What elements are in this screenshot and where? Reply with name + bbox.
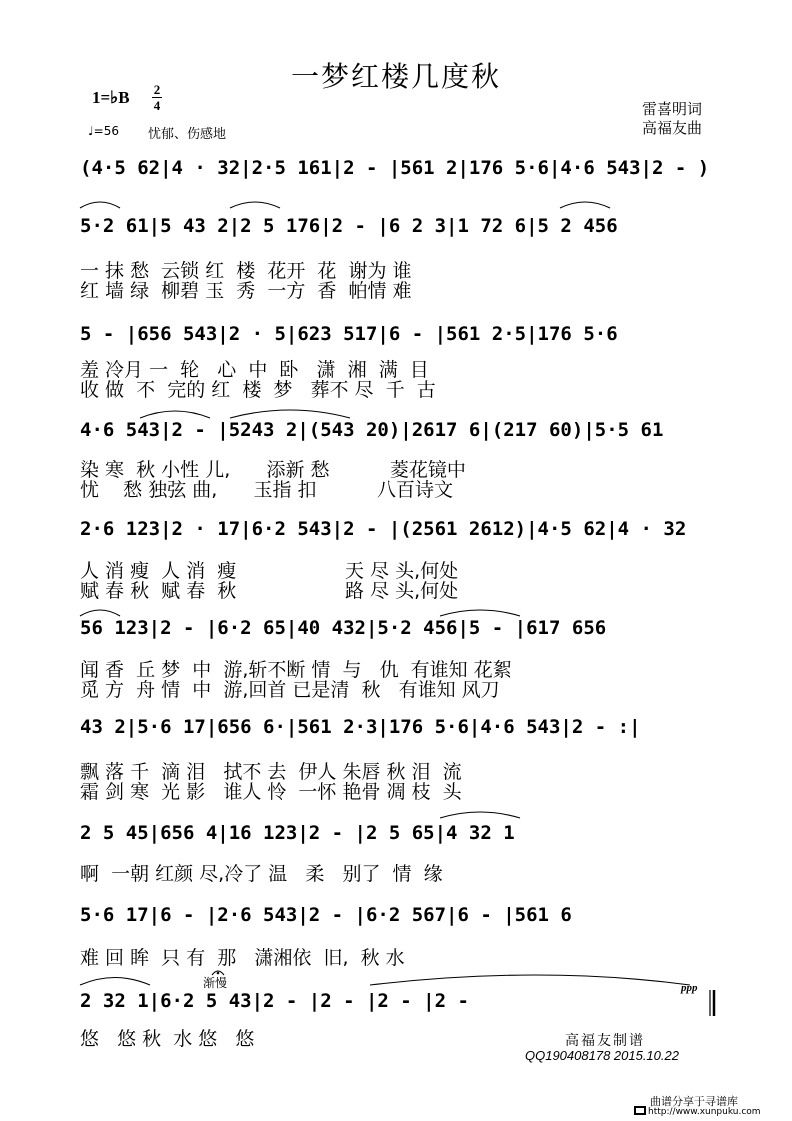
slur: [440, 812, 520, 818]
arranger-credit: 高福友制谱: [565, 1033, 645, 1049]
slur: [440, 610, 520, 616]
slur: [140, 411, 210, 418]
score-row-7: 43 2|5·6 17|656 6·|561 2·3|176 5·6|4·6 543|2 - :|: [80, 716, 641, 738]
lyrics-row-4-verse-1: 染 寒 秋 小性 儿, 添新 愁 菱花镜中: [80, 459, 466, 481]
arranger-info: QQ190408178 2015.10.22: [525, 1048, 679, 1063]
lyrics-row-6-verse-1: 闻 香 丘 梦 中 游,斩不断 情 与 仇 有谁知 花絮: [80, 659, 512, 681]
slur: [560, 202, 610, 208]
score-row-6: 56 123|2 - |6·2 65|40 432|5·2 456|5 - |617 656: [80, 617, 607, 639]
slur: [230, 202, 280, 208]
lyrics-row-10-verse-1: 悠 悠 秋 水 悠 悠: [80, 1028, 255, 1050]
time-signature-top: 2: [153, 82, 161, 97]
watermark-url[interactable]: http://www.xunpuku.com: [648, 1107, 761, 1117]
score-row-4: 4·6 543|2 - |5243 2|(543 20)|2617 6|(217 60)|5·5 61: [80, 419, 664, 441]
tempo-marking: ♩=56: [88, 124, 119, 138]
slur: [80, 202, 120, 208]
lyrics-row-2-verse-1: 一 抹 愁 云锁 红 楼 花开 花 谢为 谁: [80, 260, 412, 282]
composer-credit: 高福友曲: [642, 119, 703, 137]
score-row-3: 5 - |656 543|2 · 5|623 517|6 - |561 2·5|176 5·6: [80, 323, 618, 345]
slur: [80, 610, 120, 616]
slur: [80, 978, 150, 986]
lyrics-row-7-verse-2: 霜 剑 寒 光 影 谁人 怜 一怀 艳骨 凋 枝 头: [80, 781, 462, 803]
key-signature: 1=♭B: [92, 88, 130, 107]
score-row-2: 5·2 61|5 43 2|2 5 176|2 - |6 2 3|1 72 6|5 2 456: [80, 215, 618, 237]
slur: [230, 410, 350, 418]
lyrics-row-3-verse-2: 收 做 不 完的 红 楼 梦 葬不 尽 千 古: [80, 379, 436, 401]
lyrics-row-6-verse-2: 觅 方 舟 情 中 游,回首 已是清 秋 有谁知 风刀: [80, 679, 500, 701]
score-row-8: 2 5 45|656 4|16 123|2 - |2 5 65|4 32 1: [80, 822, 515, 844]
watermark-logo-icon: [634, 1106, 646, 1115]
watermark-text: 曲谱分享于寻谱库: [650, 1095, 738, 1108]
lyricist-credit: 雷喜明词: [642, 100, 703, 118]
lyrics-row-5-verse-2: 赋 春 秋 赋 春 秋 路 尽 头,何处: [80, 580, 459, 602]
score-row-1: (4·5 62|4 · 32|2·5 161|2 - |561 2|176 5·6|4·6 543|2 - ): [80, 157, 710, 179]
lyrics-row-3-verse-1: 羞 冷月 一 轮 心 中 卧 潇 湘 满 目: [80, 359, 429, 381]
page-title: 一梦红楼几度秋: [290, 60, 501, 93]
lyrics-row-5-verse-1: 人 消 瘦 人 消 瘦 天 尽 头,何处: [80, 560, 459, 582]
score-row-5: 2·6 123|2 · 17|6·2 543|2 - |(2561 2612)|4·5 62|4 · 32: [80, 518, 687, 540]
score-row-9: 5·6 17|6 - |2·6 543|2 - |6·2 567|6 - |561 6: [80, 904, 572, 926]
slur: [370, 975, 690, 985]
lyrics-row-7-verse-1: 飘 落 千 滴 泪 拭不 去 伊人 朱唇 秋 泪 流: [80, 761, 462, 783]
score-row-10: 2 32 1|6·2 5 43|2 - |2 - |2 - |2 -: [80, 990, 481, 1012]
fermata-dot: [217, 972, 220, 975]
ritardando-marking: 渐慢: [203, 976, 228, 990]
lyrics-row-4-verse-2: 忧 愁 独弦 曲, 玉指 扣 八百诗文: [80, 479, 453, 501]
mood-marking: 忧郁、伤感地: [148, 127, 227, 142]
lyrics-row-9-verse-1: 难 回 眸 只 有 那 潇湘依 旧, 秋 水: [80, 947, 405, 969]
lyrics-row-8-verse-1: 啊 一朝 红颜 尽,冷了 温 柔 别了 情 缘: [80, 863, 443, 885]
lyrics-row-2-verse-2: 红 墙 绿 柳碧 玉 秀 一方 香 帕情 难: [80, 280, 412, 302]
dynamic-marking: ppp: [681, 982, 698, 994]
time-signature-bottom: 4: [153, 98, 161, 113]
